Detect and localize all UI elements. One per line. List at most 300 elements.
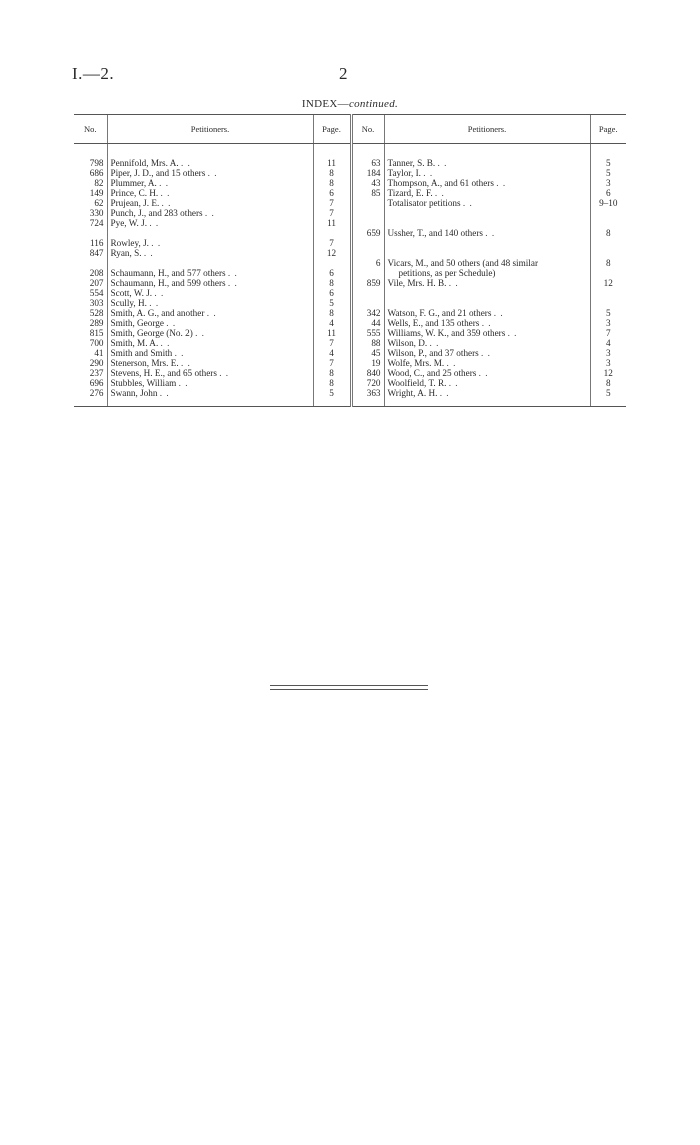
page-reference-cell bbox=[313, 238, 351, 248]
page-reference-cell bbox=[313, 308, 351, 318]
page-reference-cell bbox=[590, 278, 626, 288]
petitioner-name bbox=[384, 218, 590, 228]
entry-number bbox=[74, 188, 107, 198]
page-reference-cell bbox=[313, 378, 351, 388]
petitioner-name bbox=[384, 228, 590, 238]
page-reference-cell bbox=[313, 168, 351, 178]
entry-number bbox=[351, 288, 384, 298]
page-reference-cell bbox=[590, 388, 626, 407]
petitioner-name-text: Wilson, D. bbox=[387, 338, 428, 348]
petitioner-name bbox=[107, 288, 313, 298]
table-row bbox=[74, 338, 626, 348]
page-reference-cell bbox=[590, 298, 626, 308]
page-number: 2 bbox=[339, 64, 348, 83]
page-reference-cell-text: 8 bbox=[605, 378, 611, 388]
petitioner-name-text: Wells, E., and 135 others bbox=[387, 318, 480, 328]
dot-leaders: . . bbox=[437, 158, 448, 168]
entry-number-text: 6 bbox=[375, 258, 381, 268]
entry-number bbox=[351, 328, 384, 338]
entry-number bbox=[74, 388, 107, 407]
page-reference-cell-text: 5 bbox=[605, 168, 611, 178]
page-reference-cell-text: 7 bbox=[329, 338, 334, 348]
entry-number bbox=[351, 368, 384, 378]
petitioner-name-text: Smith, A. G., and another bbox=[110, 308, 205, 318]
dot-leaders: . . bbox=[439, 388, 450, 398]
table-row bbox=[74, 258, 626, 268]
index-title-continued: continued. bbox=[348, 98, 399, 110]
petitioner-name bbox=[384, 278, 590, 288]
entry-number-text: 82 bbox=[94, 178, 104, 188]
entry-number bbox=[74, 378, 107, 388]
petitioner-name-text: Pennifold, Mrs. A. bbox=[110, 158, 179, 168]
petitioner-name-text: Plummer, A. bbox=[110, 178, 157, 188]
page-reference-cell-text: 3 bbox=[605, 318, 611, 328]
petitioner-name bbox=[107, 178, 313, 188]
page-reference-cell bbox=[590, 258, 626, 268]
entry-number bbox=[351, 178, 384, 188]
petitioner-name bbox=[384, 388, 590, 407]
entry-number-text: 724 bbox=[89, 218, 104, 228]
entry-number bbox=[351, 308, 384, 318]
entry-number bbox=[351, 188, 384, 198]
page-reference-cell-text: 11 bbox=[327, 328, 336, 338]
col-header-no-right: No. bbox=[351, 115, 384, 144]
table-row bbox=[74, 298, 626, 308]
page-reference-cell bbox=[313, 318, 351, 328]
dot-leaders: . . bbox=[227, 278, 238, 288]
page-reference-cell-text: 5 bbox=[329, 298, 334, 308]
table-row bbox=[74, 198, 626, 208]
page-reference-cell-text: 6 bbox=[329, 188, 334, 198]
petitioner-name-text: Taylor, I. bbox=[387, 168, 421, 178]
page-reference-cell bbox=[590, 218, 626, 228]
table-row bbox=[74, 318, 626, 328]
entry-number bbox=[351, 144, 384, 159]
dot-leaders: . . bbox=[496, 178, 507, 188]
petitioner-name-text: Vile, Mrs. H. B. bbox=[387, 278, 447, 288]
index-header-row bbox=[74, 115, 626, 144]
petitioner-name bbox=[107, 348, 313, 358]
dot-leaders: . . bbox=[493, 308, 504, 318]
petitioner-name bbox=[384, 298, 590, 308]
petitioner-name bbox=[384, 288, 590, 298]
page-reference-cell-text: 12 bbox=[326, 248, 337, 258]
table-row bbox=[74, 278, 626, 288]
petitioner-name bbox=[384, 358, 590, 368]
entry-number bbox=[74, 208, 107, 218]
petitioner-name bbox=[107, 358, 313, 368]
dot-leaders: . . bbox=[429, 338, 440, 348]
page-reference-cell bbox=[313, 338, 351, 348]
petitioner-name-text: Rowley, J. bbox=[110, 238, 149, 248]
petitioner-name bbox=[107, 338, 313, 348]
table-row bbox=[74, 388, 626, 407]
page-reference-cell bbox=[313, 178, 351, 188]
petitioner-name-text: Swann, John bbox=[110, 388, 158, 398]
entry-number bbox=[74, 178, 107, 188]
petitioner-name bbox=[107, 188, 313, 198]
petitioner-name bbox=[107, 268, 313, 278]
petitioner-name-text: Watson, F. G., and 21 others bbox=[387, 308, 492, 318]
entry-number-text: 208 bbox=[89, 268, 104, 278]
table-row bbox=[74, 168, 626, 178]
entry-number bbox=[351, 348, 384, 358]
col-header-page-left: Page. bbox=[313, 115, 351, 144]
page-reference-cell-text: 8 bbox=[329, 378, 334, 388]
entry-number-text: 116 bbox=[90, 238, 104, 248]
petitioner-name bbox=[384, 338, 590, 348]
table-row bbox=[74, 178, 626, 188]
entry-number bbox=[351, 268, 384, 278]
petitioner-name-text: Schaumann, H., and 577 others bbox=[110, 268, 226, 278]
table-row bbox=[74, 228, 626, 238]
entry-number bbox=[74, 278, 107, 288]
page-reference-cell bbox=[313, 348, 351, 358]
entry-number-text: 289 bbox=[89, 318, 104, 328]
dot-leaders: . . bbox=[485, 228, 496, 238]
petitioner-name-text: Smith, M. A. bbox=[110, 338, 159, 348]
petitioner-name bbox=[107, 208, 313, 218]
dot-leaders: . . bbox=[160, 338, 171, 348]
dot-leaders: . . bbox=[149, 218, 160, 228]
page-reference-cell bbox=[313, 228, 351, 238]
page-reference-cell bbox=[313, 248, 351, 258]
page-reference-cell bbox=[313, 198, 351, 208]
petitioner-name-text: Stevens, H. E., and 65 others bbox=[110, 368, 217, 378]
page-reference-cell bbox=[590, 328, 626, 338]
page-reference-cell-text: 7 bbox=[329, 238, 334, 248]
page-reference-cell bbox=[590, 358, 626, 368]
entry-number-text: 330 bbox=[89, 208, 104, 218]
entry-number bbox=[351, 338, 384, 348]
petitioner-name bbox=[107, 228, 313, 238]
petitioner-name-text: Prujean, J. E. bbox=[110, 198, 160, 208]
petitioner-name bbox=[107, 198, 313, 208]
page-reference-cell bbox=[313, 368, 351, 378]
petitioner-name-text: Woolfield, T. R. bbox=[387, 378, 447, 388]
dot-leaders: . . bbox=[227, 268, 238, 278]
page-reference-cell-text: 9–10 bbox=[599, 198, 618, 208]
page-reference-cell bbox=[590, 378, 626, 388]
petitioner-name bbox=[107, 328, 313, 338]
page-reference-cell bbox=[313, 388, 351, 407]
petitioner-name-text: Prince, C. H. bbox=[110, 188, 159, 198]
page-reference-cell bbox=[590, 348, 626, 358]
dot-leaders: . . bbox=[166, 318, 177, 328]
entry-number bbox=[74, 198, 107, 208]
page-reference-cell-text: 8 bbox=[605, 258, 611, 268]
petitioner-name bbox=[107, 168, 313, 178]
petitioner-name-text: Wood, C., and 25 others bbox=[387, 368, 477, 378]
petitioner-name bbox=[384, 198, 590, 208]
dot-leaders: . . bbox=[159, 178, 170, 188]
double-rule-divider bbox=[270, 685, 428, 690]
dot-leaders: . . bbox=[481, 318, 492, 328]
dot-leaders: . . bbox=[206, 308, 217, 318]
petitioner-name bbox=[384, 308, 590, 318]
entry-number-text: 19 bbox=[371, 358, 381, 368]
page-reference-cell bbox=[590, 318, 626, 328]
entry-number-text: 659 bbox=[366, 228, 381, 238]
entry-number-text: 686 bbox=[89, 168, 104, 178]
page-reference-cell-text: 11 bbox=[327, 218, 336, 228]
entry-number bbox=[351, 218, 384, 228]
petitioner-name bbox=[107, 238, 313, 248]
table-row bbox=[74, 158, 626, 168]
petitioner-name-text: Schaumann, H., and 599 others bbox=[110, 278, 226, 288]
page-reference-cell-text: 5 bbox=[605, 388, 611, 398]
page-reference-cell bbox=[590, 248, 626, 258]
page-reference-cell bbox=[313, 298, 351, 308]
entry-number bbox=[74, 168, 107, 178]
page-reference-cell bbox=[590, 228, 626, 238]
petitioner-name bbox=[107, 248, 313, 258]
dot-leaders: . . bbox=[207, 168, 218, 178]
dot-leaders: . . bbox=[195, 328, 205, 338]
page-reference-cell bbox=[590, 188, 626, 198]
entry-number-text: 41 bbox=[94, 348, 104, 358]
page-reference-cell-text: 3 bbox=[605, 358, 611, 368]
table-row bbox=[74, 378, 626, 388]
entry-number bbox=[74, 348, 107, 358]
petitioner-name-text: Totalisator petitions bbox=[387, 198, 461, 208]
page-reference-cell bbox=[590, 368, 626, 378]
entry-number bbox=[351, 358, 384, 368]
table-row bbox=[74, 248, 626, 258]
entry-number-text: 815 bbox=[89, 328, 104, 338]
page-reference-cell-text: 6 bbox=[329, 268, 334, 278]
dot-leaders: . . bbox=[478, 368, 489, 378]
entry-number bbox=[351, 378, 384, 388]
entry-number bbox=[351, 318, 384, 328]
entry-number bbox=[74, 144, 107, 159]
dot-leaders: . . bbox=[180, 158, 191, 168]
dot-leaders: . . bbox=[423, 168, 434, 178]
petitioner-name-text: Stubbles, William bbox=[110, 378, 177, 388]
dot-leaders: . . bbox=[154, 288, 165, 298]
petitioner-name bbox=[384, 258, 590, 268]
entry-number-text: 840 bbox=[366, 368, 381, 378]
page-reference-cell-text: 8 bbox=[329, 278, 334, 288]
entry-number bbox=[351, 198, 384, 208]
petitioner-name-text: Pye, W. J. bbox=[110, 218, 148, 228]
index-body bbox=[74, 144, 626, 407]
entry-number bbox=[351, 298, 384, 308]
petitioner-name bbox=[384, 318, 590, 328]
petitioner-name-text: Wilson, P., and 37 others bbox=[387, 348, 479, 358]
col-header-petitioners-right: Petitioners. bbox=[384, 115, 590, 144]
entry-number-text: 63 bbox=[371, 158, 381, 168]
dot-leaders: . . bbox=[160, 188, 171, 198]
petitioner-name bbox=[107, 258, 313, 268]
entry-number-text: 342 bbox=[366, 308, 381, 318]
table-row bbox=[74, 268, 626, 278]
petitioner-name-text: Wright, A. H. bbox=[387, 388, 438, 398]
col-header-page-right: Page. bbox=[590, 115, 626, 144]
col-header-no-left: No. bbox=[74, 115, 107, 144]
petitioner-name-text: Vicars, M., and 50 others (and 48 similar bbox=[387, 258, 538, 268]
petitioner-name bbox=[107, 144, 313, 159]
dot-leaders: . . bbox=[143, 248, 154, 258]
dot-leaders: . . bbox=[161, 198, 172, 208]
page-reference-cell bbox=[313, 144, 351, 159]
entry-number-text: 276 bbox=[89, 388, 104, 398]
page-reference-cell bbox=[590, 338, 626, 348]
entry-number bbox=[74, 288, 107, 298]
page-reference-cell-text: 5 bbox=[605, 308, 611, 318]
petitioner-name-text: Scully, H. bbox=[110, 298, 147, 308]
petitioner-name bbox=[384, 178, 590, 188]
entry-number-text: 303 bbox=[89, 298, 104, 308]
petitioner-name-text: Scott, W. J. bbox=[110, 288, 153, 298]
page-reference-cell-text: 11 bbox=[327, 158, 336, 168]
page-reference-cell bbox=[313, 358, 351, 368]
petitioner-name bbox=[384, 348, 590, 358]
entry-number-text: 798 bbox=[89, 158, 104, 168]
page-reference-cell bbox=[313, 328, 351, 338]
petitioner-name bbox=[384, 378, 590, 388]
petitioner-name-text: Tizard, E. F. bbox=[387, 188, 433, 198]
page-reference-cell bbox=[590, 288, 626, 298]
page-reference: I.—2. bbox=[72, 64, 115, 83]
dot-leaders: . . bbox=[149, 298, 160, 308]
page-reference-cell-text: 6 bbox=[605, 188, 611, 198]
petitioner-name-text: Ussher, T., and 140 others bbox=[387, 228, 483, 238]
entry-number bbox=[74, 218, 107, 228]
petitioner-name bbox=[384, 368, 590, 378]
petitioner-name bbox=[384, 248, 590, 258]
petitioner-name bbox=[384, 328, 590, 338]
entry-number-text: 859 bbox=[366, 278, 381, 288]
entry-number-text: 62 bbox=[94, 198, 104, 208]
page-reference-cell-text: 7 bbox=[329, 198, 334, 208]
entry-number-text: 43 bbox=[371, 178, 381, 188]
petitioner-name bbox=[107, 318, 313, 328]
petitioner-name-text: Piper, J. D., and 15 others bbox=[110, 168, 206, 178]
page-reference-cell-text: 3 bbox=[605, 348, 611, 358]
entry-number bbox=[74, 308, 107, 318]
page-reference-cell bbox=[313, 278, 351, 288]
page-reference-cell-text: 8 bbox=[329, 368, 334, 378]
page-reference-cell-text: 5 bbox=[329, 388, 334, 398]
spacer-row bbox=[74, 144, 626, 159]
page-reference-cell bbox=[590, 238, 626, 248]
entry-number bbox=[74, 238, 107, 248]
entry-number bbox=[351, 158, 384, 168]
dot-leaders: . . bbox=[219, 368, 230, 378]
petitioner-name-text: Stenerson, Mrs. E. bbox=[110, 358, 179, 368]
petitioner-name-text: Smith, George (No. 2) bbox=[110, 328, 193, 338]
entry-number-text: 700 bbox=[89, 338, 104, 348]
table-row bbox=[74, 368, 626, 378]
entry-number bbox=[74, 358, 107, 368]
dot-leaders: . . bbox=[462, 198, 473, 208]
entry-number-text: 696 bbox=[89, 378, 104, 388]
petitioner-name-text: Ryan, S. bbox=[110, 248, 142, 258]
entry-number-text: 720 bbox=[366, 378, 381, 388]
col-header-petitioners-left: Petitioners. bbox=[107, 115, 313, 144]
index-title-main: INDEX— bbox=[301, 98, 349, 110]
entry-number-text: 555 bbox=[366, 328, 381, 338]
dot-leaders: . . bbox=[204, 208, 215, 218]
entry-number bbox=[351, 238, 384, 248]
petitioner-name bbox=[107, 368, 313, 378]
petitioner-name-text: Williams, W. K., and 359 others bbox=[387, 328, 506, 338]
petitioner-name bbox=[384, 268, 590, 278]
petitioner-name bbox=[107, 158, 313, 168]
entry-number bbox=[351, 208, 384, 218]
dot-leaders: . . bbox=[446, 358, 457, 368]
entry-number bbox=[74, 258, 107, 268]
entry-number-text: 184 bbox=[366, 168, 381, 178]
table-row bbox=[74, 188, 626, 198]
petitioner-name bbox=[384, 238, 590, 248]
page-reference-cell-text: 12 bbox=[603, 278, 613, 288]
entry-number-text: 363 bbox=[366, 388, 381, 398]
page-reference-cell bbox=[590, 158, 626, 168]
page-reference-cell bbox=[313, 268, 351, 278]
entry-number bbox=[351, 278, 384, 288]
petitioner-name bbox=[107, 298, 313, 308]
entry-number bbox=[74, 318, 107, 328]
entry-number-text: 149 bbox=[89, 188, 104, 198]
entry-number bbox=[74, 298, 107, 308]
table-row bbox=[74, 308, 626, 318]
petitioner-name-text: Smith and Smith bbox=[110, 348, 173, 358]
page-reference-cell-text: 8 bbox=[329, 168, 334, 178]
petitioner-name-text: Smith, George bbox=[110, 318, 164, 328]
petitioner-name bbox=[384, 144, 590, 159]
entry-number-text: 45 bbox=[371, 348, 381, 358]
entry-number-text: 554 bbox=[89, 288, 104, 298]
page-reference-cell bbox=[313, 218, 351, 228]
page-reference-cell bbox=[313, 288, 351, 298]
page-reference-cell-text: 8 bbox=[329, 308, 334, 318]
page-reference-cell-text: 7 bbox=[329, 358, 334, 368]
entry-number bbox=[74, 268, 107, 278]
entry-number bbox=[351, 228, 384, 238]
page-reference-cell-text: 4 bbox=[329, 318, 334, 328]
page-reference-cell-text: 6 bbox=[329, 288, 334, 298]
page-reference-cell bbox=[313, 258, 351, 268]
dot-leaders: . . bbox=[448, 278, 459, 288]
page-reference-cell bbox=[590, 178, 626, 188]
petitioner-name bbox=[107, 218, 313, 228]
page-reference-cell-text: 4 bbox=[329, 348, 334, 358]
table-row bbox=[74, 288, 626, 298]
dot-leaders: . . bbox=[481, 348, 491, 358]
entry-number-text: 290 bbox=[89, 358, 104, 368]
entry-number bbox=[74, 368, 107, 378]
petitioner-name-text: petitions, as per Schedule) bbox=[398, 268, 496, 278]
entry-number bbox=[351, 168, 384, 178]
page-reference-cell bbox=[590, 168, 626, 178]
table-row bbox=[74, 218, 626, 228]
page-reference-cell-text: 7 bbox=[329, 208, 334, 218]
index-title bbox=[0, 98, 700, 110]
dot-leaders: . . bbox=[434, 188, 445, 198]
entry-number bbox=[351, 258, 384, 268]
page-reference-cell-text: 5 bbox=[605, 158, 611, 168]
petitioner-name-text: Thompson, A., and 61 others bbox=[387, 178, 494, 188]
page-reference-cell-text: 4 bbox=[605, 338, 611, 348]
entry-number bbox=[74, 328, 107, 338]
petitioner-name bbox=[107, 378, 313, 388]
petitioner-name bbox=[384, 168, 590, 178]
dot-leaders: . . bbox=[448, 378, 459, 388]
petitioner-name bbox=[384, 208, 590, 218]
table-row bbox=[74, 208, 626, 218]
